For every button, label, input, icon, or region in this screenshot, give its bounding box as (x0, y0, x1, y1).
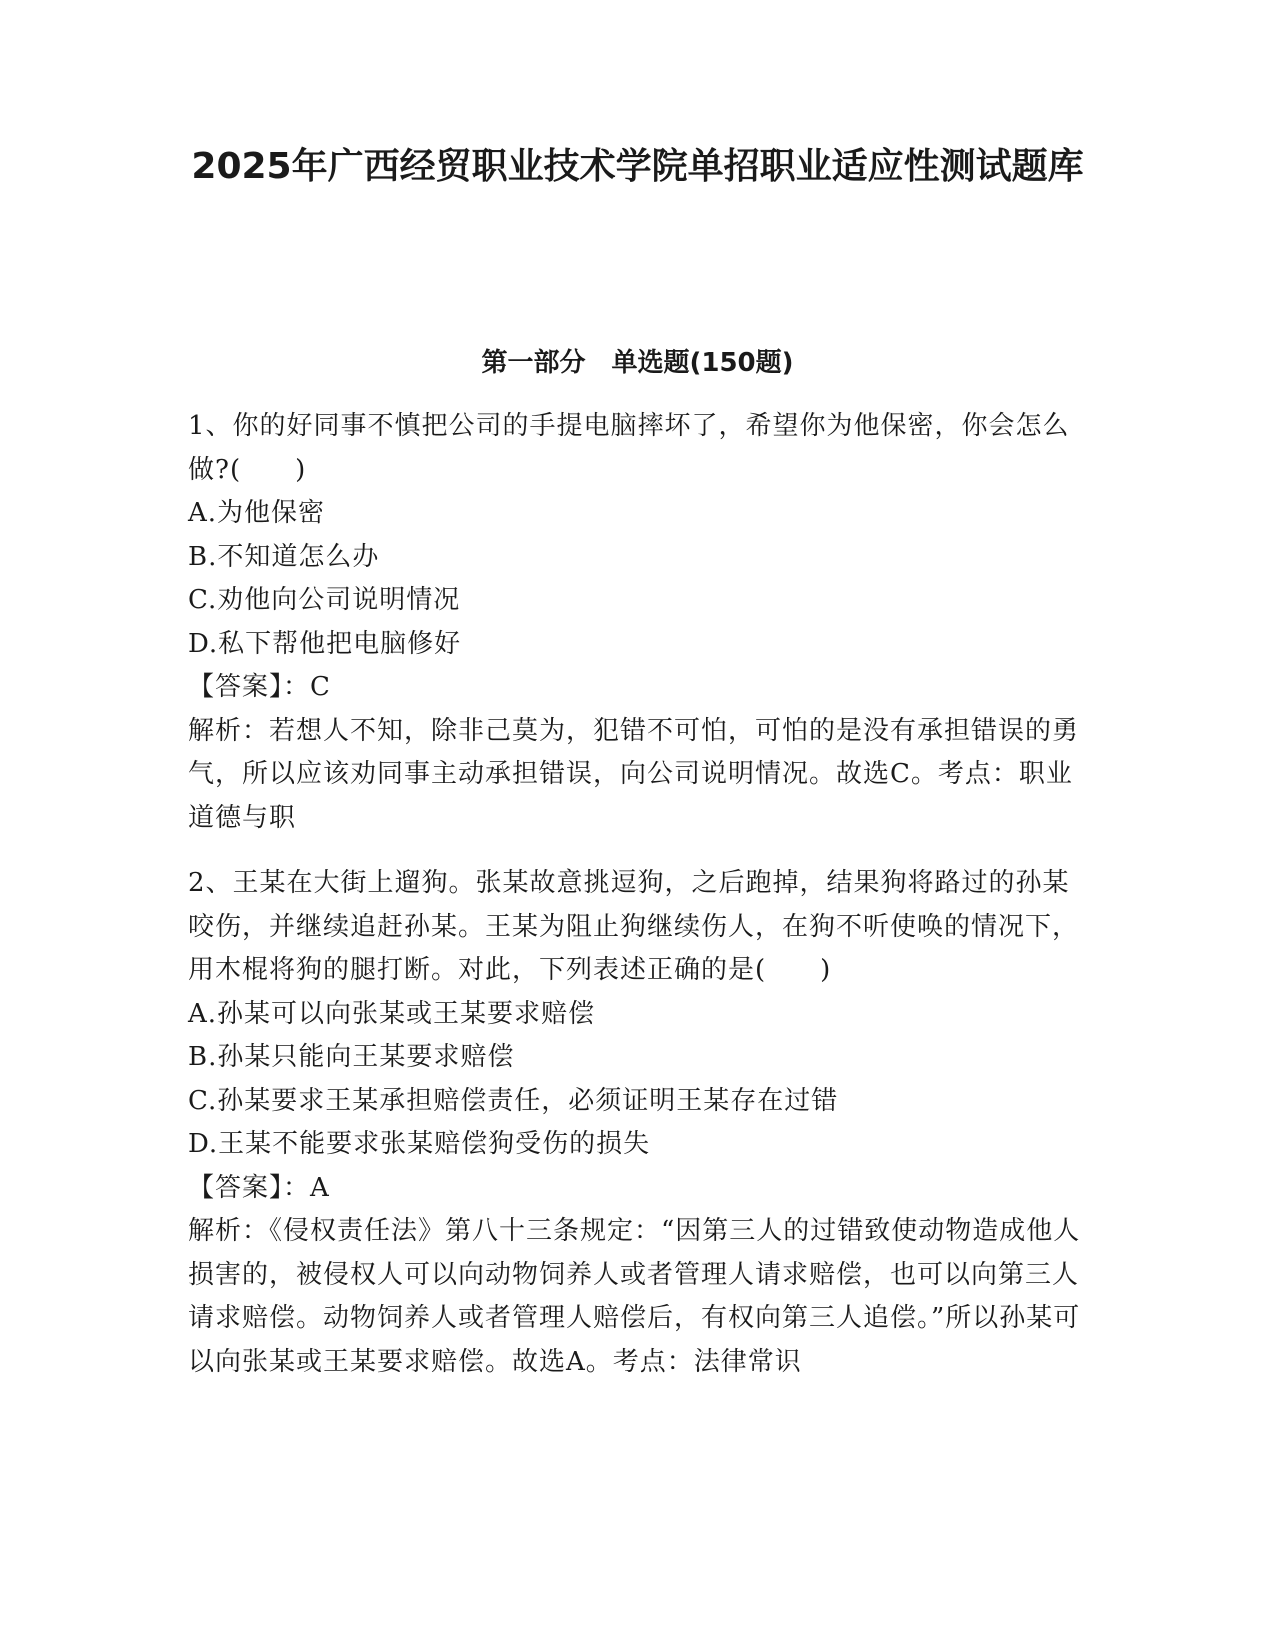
answer: 【答案】：C (188, 672, 331, 702)
section-heading: 第一部分 单选题(150题) (481, 348, 794, 378)
analysis: 解析：《侵权责任法》第八十三条规定：“因第三人的过错致使动物造成他人损害的，被侵权人可以向动物饲养人或者管理人请求赔偿，也可以向第三人请求赔偿。动物饲养人或者管理人赔偿后，有权向第三人追偿。”所以孙某可以向张某或王某要求赔偿。故选A。考点：法律常识 (188, 1216, 1081, 1377)
question-1 (188, 405, 1088, 840)
option-b: B.不知道怎么办 (188, 541, 380, 572)
option-a: A.孙某可以向张某或王某要求赔偿 (188, 998, 596, 1029)
option-b: B.孙某只能向王某要求赔偿 (188, 1042, 515, 1072)
answer: 【答案】：A (188, 1172, 330, 1203)
option-a: A.为他保密 (188, 498, 326, 528)
option-c: C.孙某要求王某承担赔偿责任，必须证明王某存在过错 (188, 1085, 839, 1116)
option-d: D.王某不能要求张某赔偿狗受伤的损失 (188, 1129, 651, 1159)
question-stem: 1、你的好同事不慎把公司的手提电脑摔坏了，希望你为他保密，你会怎么做?( ) (188, 411, 1070, 485)
option-c: C.劝他向公司说明情况 (188, 585, 461, 615)
question-2 (188, 862, 1088, 1384)
question-stem: 2、王某在大街上遛狗。张某故意挑逗狗，之后跑掉，结果狗将路过的孙某咬伤，并继续追赶孙某。王某为阻止狗继续伤人，在狗不听使唤的情况下，用木棍将狗的腿打断。对此，下列表述正确的是( ) (188, 868, 1080, 985)
analysis: 解析：若想人不知，除非己莫为，犯错不可怕，可怕的是没有承担错误的勇气，所以应该劝同事主动承担错误，向公司说明情况。故选C。考点：职业道德与职 (188, 715, 1080, 833)
option-d: D.私下帮他把电脑修好 (188, 628, 462, 659)
document-title: 2025年广西经贸职业技术学院单招职业适应性测试题库 (191, 146, 1084, 187)
